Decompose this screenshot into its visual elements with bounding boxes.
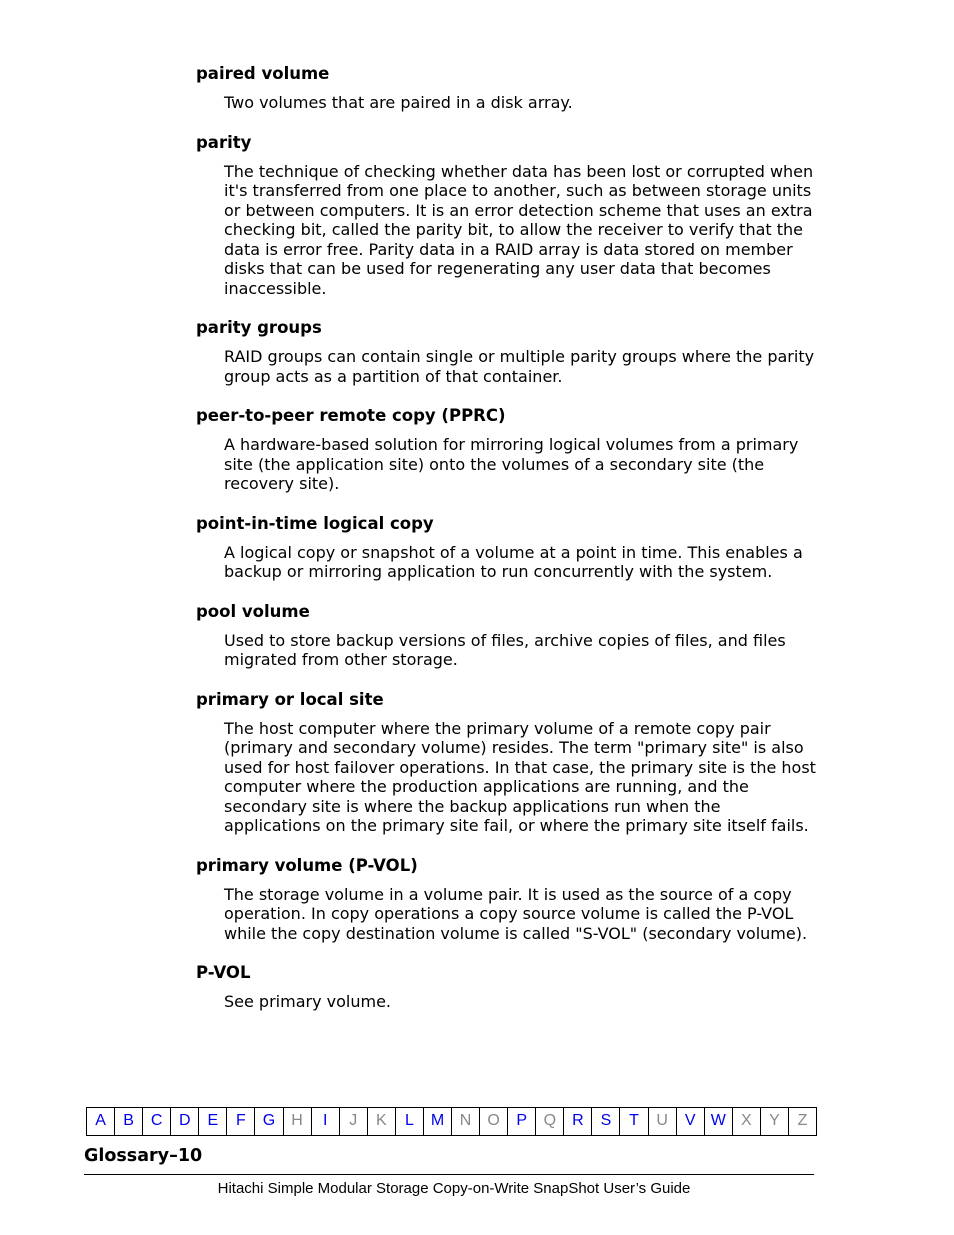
letter-link-f[interactable]: F — [227, 1108, 255, 1135]
glossary-entry — [196, 690, 816, 836]
letter-link-e[interactable]: E — [199, 1108, 227, 1135]
glossary-term: point-in-time logical copy — [196, 513, 434, 533]
letter-link-u: U — [649, 1108, 677, 1135]
glossary-term: primary or local site — [196, 689, 384, 709]
letter-link-x: X — [733, 1108, 761, 1135]
letter-link-q: Q — [536, 1108, 564, 1135]
glossary-definition: RAID groups can contain single or multiple parity groups where the parity group acts as a partition of that container. — [224, 347, 815, 386]
letter-index-bar — [86, 1107, 817, 1136]
glossary-term: pool volume — [196, 601, 310, 621]
letter-link-d[interactable]: D — [171, 1108, 199, 1135]
letter-link-w[interactable]: W — [705, 1108, 733, 1135]
glossary-term: P-VOL — [196, 963, 251, 982]
letter-link-m[interactable]: M — [424, 1108, 452, 1135]
glossary-definition: The host computer where the primary volume of a remote copy pair (primary and secondary volume) resides. The term "primary site" is also used for host failover operations. In that case, the primary site is the host computer where the production applications are running, and the secondary site is where the backup applications run when the applications on the primary site fail, or where the primary site itself fails. — [224, 718, 816, 835]
glossary-entry — [196, 602, 816, 670]
glossary-entry — [196, 406, 816, 494]
letter-link-s[interactable]: S — [592, 1108, 620, 1135]
glossary-entry — [196, 318, 816, 386]
glossary-term: primary volume (P-VOL) — [196, 855, 418, 875]
glossary-entry — [196, 963, 816, 1012]
glossary-definition: The storage volume in a volume pair. It is used as the source of a copy operation. In copy operations a copy source volume is called the P-VOL while the copy destination volume is called "S-VOL" (secondary volume). — [224, 884, 808, 943]
letter-link-v[interactable]: V — [677, 1108, 705, 1135]
glossary-term: peer-to-peer remote copy (PPRC) — [196, 406, 506, 425]
letter-link-o: O — [480, 1108, 508, 1135]
glossary-entry — [196, 856, 816, 944]
page-label: Glossary–10 — [84, 1146, 203, 1166]
letter-link-t[interactable]: T — [620, 1108, 648, 1135]
glossary-definition: Used to store backup versions of files, archive copies of files, and files migrated from other storage. — [224, 630, 786, 669]
letter-link-k: K — [368, 1108, 396, 1135]
glossary-entry — [196, 514, 816, 582]
glossary-entries — [196, 64, 816, 1032]
letter-link-c[interactable]: C — [143, 1108, 171, 1135]
glossary-term: parity groups — [196, 318, 322, 337]
letter-link-p[interactable]: P — [508, 1108, 536, 1135]
document-title: Hitachi Simple Modular Storage Copy-on-Write SnapShot User’s Guide — [217, 1180, 691, 1197]
letter-link-l[interactable]: L — [396, 1108, 424, 1135]
letter-link-b[interactable]: B — [115, 1108, 143, 1135]
glossary-definition: See primary volume. — [224, 992, 391, 1011]
glossary-definition: A logical copy or snapshot of a volume at a point in time. This enables a backup or mirroring application to run concurrently with the system. — [224, 542, 803, 581]
glossary-term: paired volume — [196, 64, 330, 83]
letter-link-n: N — [452, 1108, 480, 1135]
letter-link-g[interactable]: G — [255, 1108, 283, 1135]
letter-link-i[interactable]: I — [312, 1108, 340, 1135]
footer-divider — [84, 1174, 814, 1175]
letter-link-h: H — [284, 1108, 312, 1135]
glossary-definition: Two volumes that are paired in a disk array. — [224, 93, 573, 112]
letter-link-y: Y — [761, 1108, 789, 1135]
letter-link-j: J — [340, 1108, 368, 1135]
letter-link-r[interactable]: R — [564, 1108, 592, 1135]
glossary-entry — [196, 64, 816, 113]
glossary-definition: A hardware-based solution for mirroring logical volumes from a primary site (the application site) onto the volumes of a secondary site (the recovery site). — [224, 435, 799, 493]
glossary-entry — [196, 133, 816, 299]
glossary-term: parity — [196, 132, 252, 152]
glossary-definition: The technique of checking whether data has been lost or corrupted when it's transferred from one place to another, such as between storage units or between computers. It is an error detection scheme that uses an extra checking bit, called the parity bit, to allow the receiver to verify that the data is error free. Parity data in a RAID array is data stored on member disks that can be used for regenerating any user data that becomes inaccessible. — [224, 161, 814, 298]
letter-link-a[interactable]: A — [87, 1108, 115, 1135]
letter-link-z: Z — [797, 1112, 808, 1129]
